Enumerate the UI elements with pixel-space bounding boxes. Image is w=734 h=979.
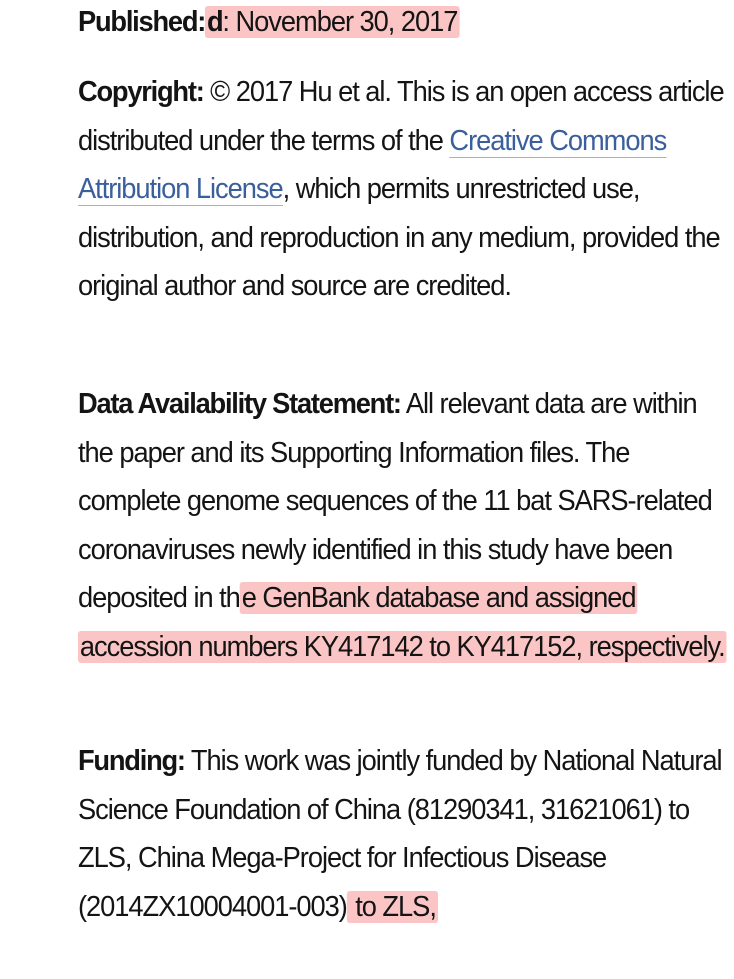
genbank-highlight: e GenBank database and assigned accession numbers KY417142 to KY417152, respectively. [79, 582, 725, 663]
published-date: : November 30, 2017 [222, 6, 458, 38]
funding-paragraph [78, 737, 728, 931]
copyright-text: © 2017 Hu et al. This is an open access article distributed under the terms of the [78, 76, 724, 157]
funding-text: This work was jointly funded by National Natural Science Foundation of China (81290341, 31621061) to ZLS, China Mega-Project for Infectious Disease (2014ZX10004001-003) [78, 745, 722, 923]
funding-highlight: to ZLS, [348, 890, 436, 923]
data-availability-paragraph [78, 380, 728, 671]
license-link[interactable]: Creative Commons Attribution License [78, 124, 667, 205]
published-paragraph [78, 0, 728, 47]
data-availability-text: All relevant data are within the paper and its Supporting Information files. The complete genome sequences of the 11 bat SARS-related coronaviruses newly identified in this study have been deposited in th [78, 388, 712, 614]
published-label: Published: [78, 6, 206, 38]
copyright-label: Copyright: [78, 76, 204, 108]
published-date-highlight [205, 6, 459, 38]
published-label-tail: d [207, 6, 223, 38]
funding-label: Funding: [78, 745, 185, 777]
copyright-paragraph [78, 68, 728, 311]
copyright-text-end: , which permits unrestricted use, distribution, and reproduction in any medium, provided the original author and source are credited. [78, 173, 720, 302]
data-availability-label: Data Availability Statement: [78, 388, 401, 420]
